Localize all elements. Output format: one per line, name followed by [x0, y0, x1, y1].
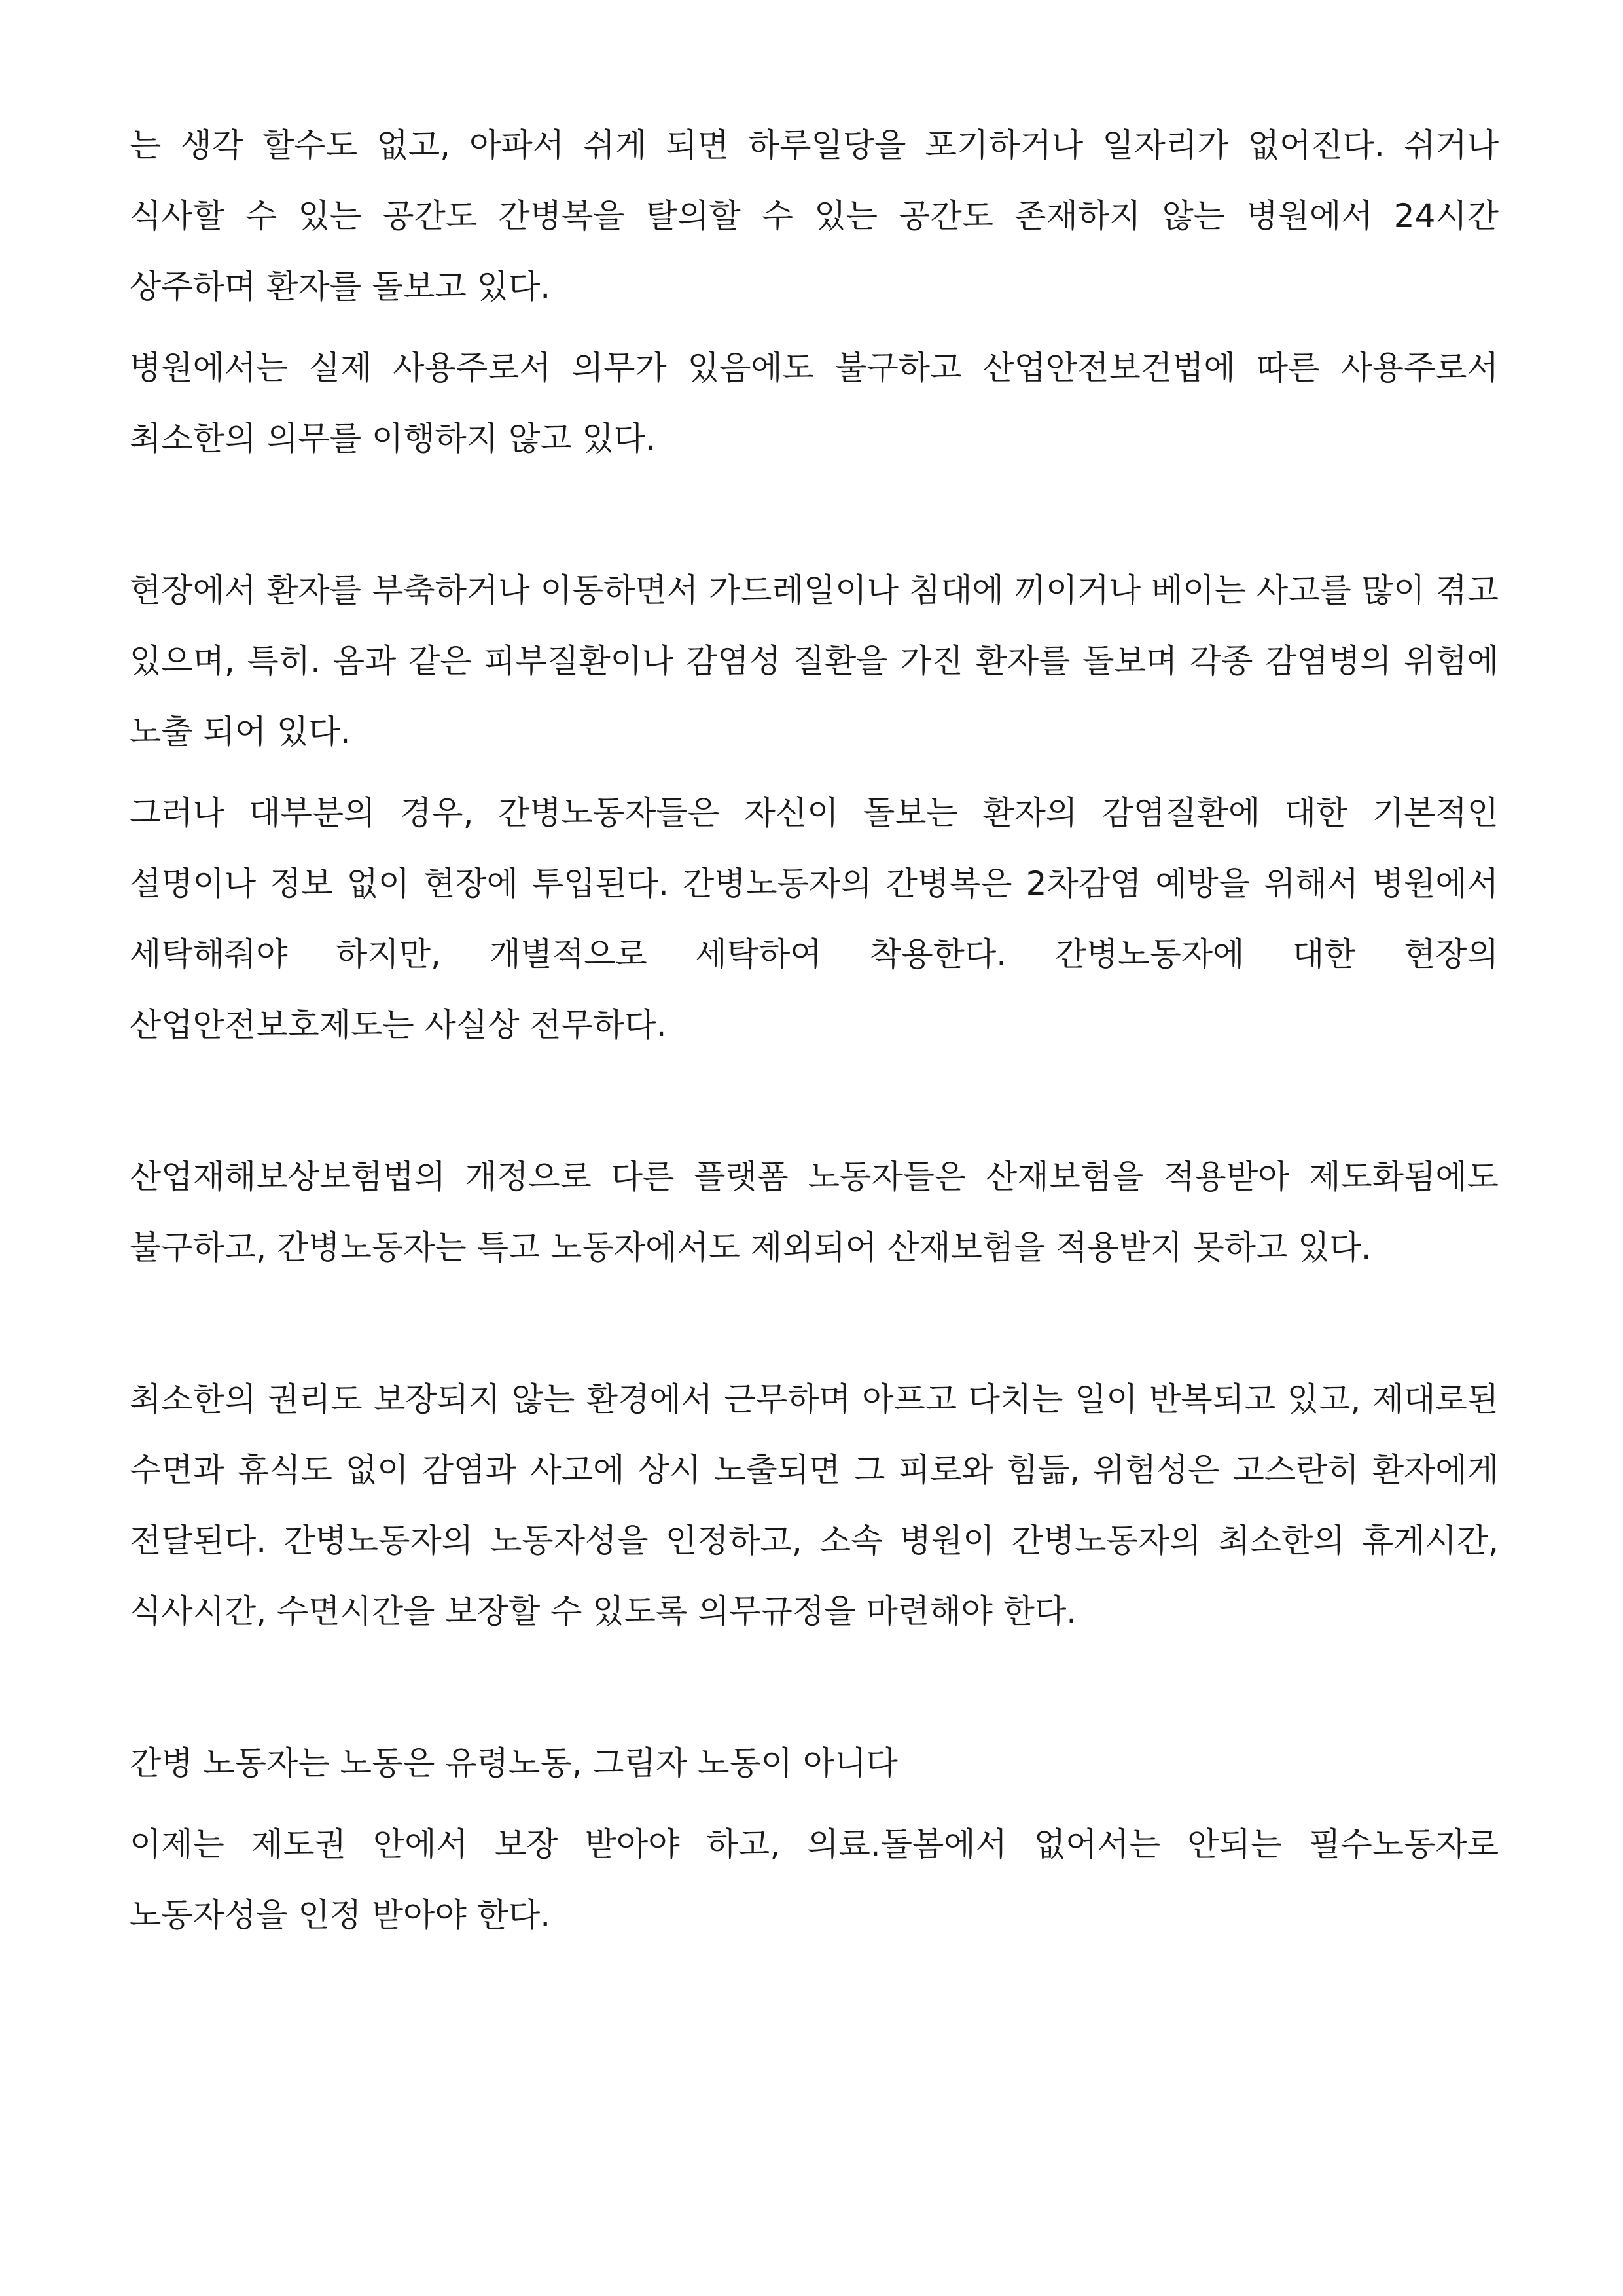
section-spacer: [130, 1647, 1499, 1728]
section-spacer: [130, 1283, 1499, 1364]
paragraph-2: 병원에서는 실제 사용주로서 의무가 있음에도 불구하고 산업안전보건법에 따른 사용주로서 최소한의 의무를 이행하지 않고 있다.: [130, 349, 1499, 457]
paragraph-6: 최소한의 권리도 보장되지 않는 환경에서 근무하며 아프고 다치는 일이 반복되고 있고, 제대로된 수면과 휴식도 없이 감염과 사고에 상시 노출되면 그 피로와 힘듦, 위험성은 고스란히 환자에게 전달된다. 간병노동자의 노동자성을 인정하고, 소속 병원이 간병노동자의 최소한의 휴게시간, 식사시간, 수면시간을 보장할 수 있도록 의무규정을 마련해야 한다.: [130, 1380, 1499, 1630]
paragraph-3: 현장에서 환자를 부축하거나 이동하면서 가드레일이나 침대에 끼이거나 베이는 사고를 많이 겪고 있으며, 특히. 옴과 같은 피부질환이나 감염성 질환을 가진 환자를 돌보며 각종 감염병의 위험에 노출 되어 있다.: [130, 571, 1499, 751]
section-spacer: [130, 474, 1499, 555]
paragraph-1: 는 생각 할수도 없고, 아파서 쉬게 되면 하루일당을 포기하거나 일자리가 없어진다. 쉬거나 식사할 수 있는 공간도 간병복을 탈의할 수 있는 공간도 존재하지 않는 병원에서 24시간 상주하며 환자를 돌보고 있다.: [130, 126, 1499, 306]
paragraph-5: 산업재해보상보험법의 개정으로 다른 플랫폼 노동자들은 산재보험을 적용받아 제도화됨에도 불구하고, 간병노동자는 특고 노동자에서도 제외되어 산재보험을 적용받지 못하고 있다.: [130, 1158, 1499, 1266]
paragraph-7: 간병 노동자는 노동은 유령노동, 그림자 노동이 아니다: [130, 1744, 898, 1782]
paragraph-spacer: [130, 767, 1499, 778]
paragraph-spacer: [130, 1799, 1499, 1809]
paragraph-spacer: [130, 322, 1499, 332]
section-spacer: [130, 1060, 1499, 1141]
paragraph-8: 이제는 제도권 안에서 보장 받아야 하고, 의료.돌봄에서 없어서는 안되는 필수노동자로 노동자성을 인정 받아야 한다.: [130, 1825, 1499, 1934]
document-body: [130, 110, 1499, 1950]
paragraph-4: 그러나 대부분의 경우, 간병노동자들은 자신이 돌보는 환자의 감염질환에 대한 기본적인 설명이나 정보 없이 현장에 투입된다. 간병노동자의 간병복은 2차감염 예방을 위해서 병원에서 세탁해줘야 하지만, 개별적으로 세탁하여 착용한다. 간병노동자에 대한 현장의 산업안전보호제도는 사실상 전무하다.: [130, 794, 1499, 1044]
